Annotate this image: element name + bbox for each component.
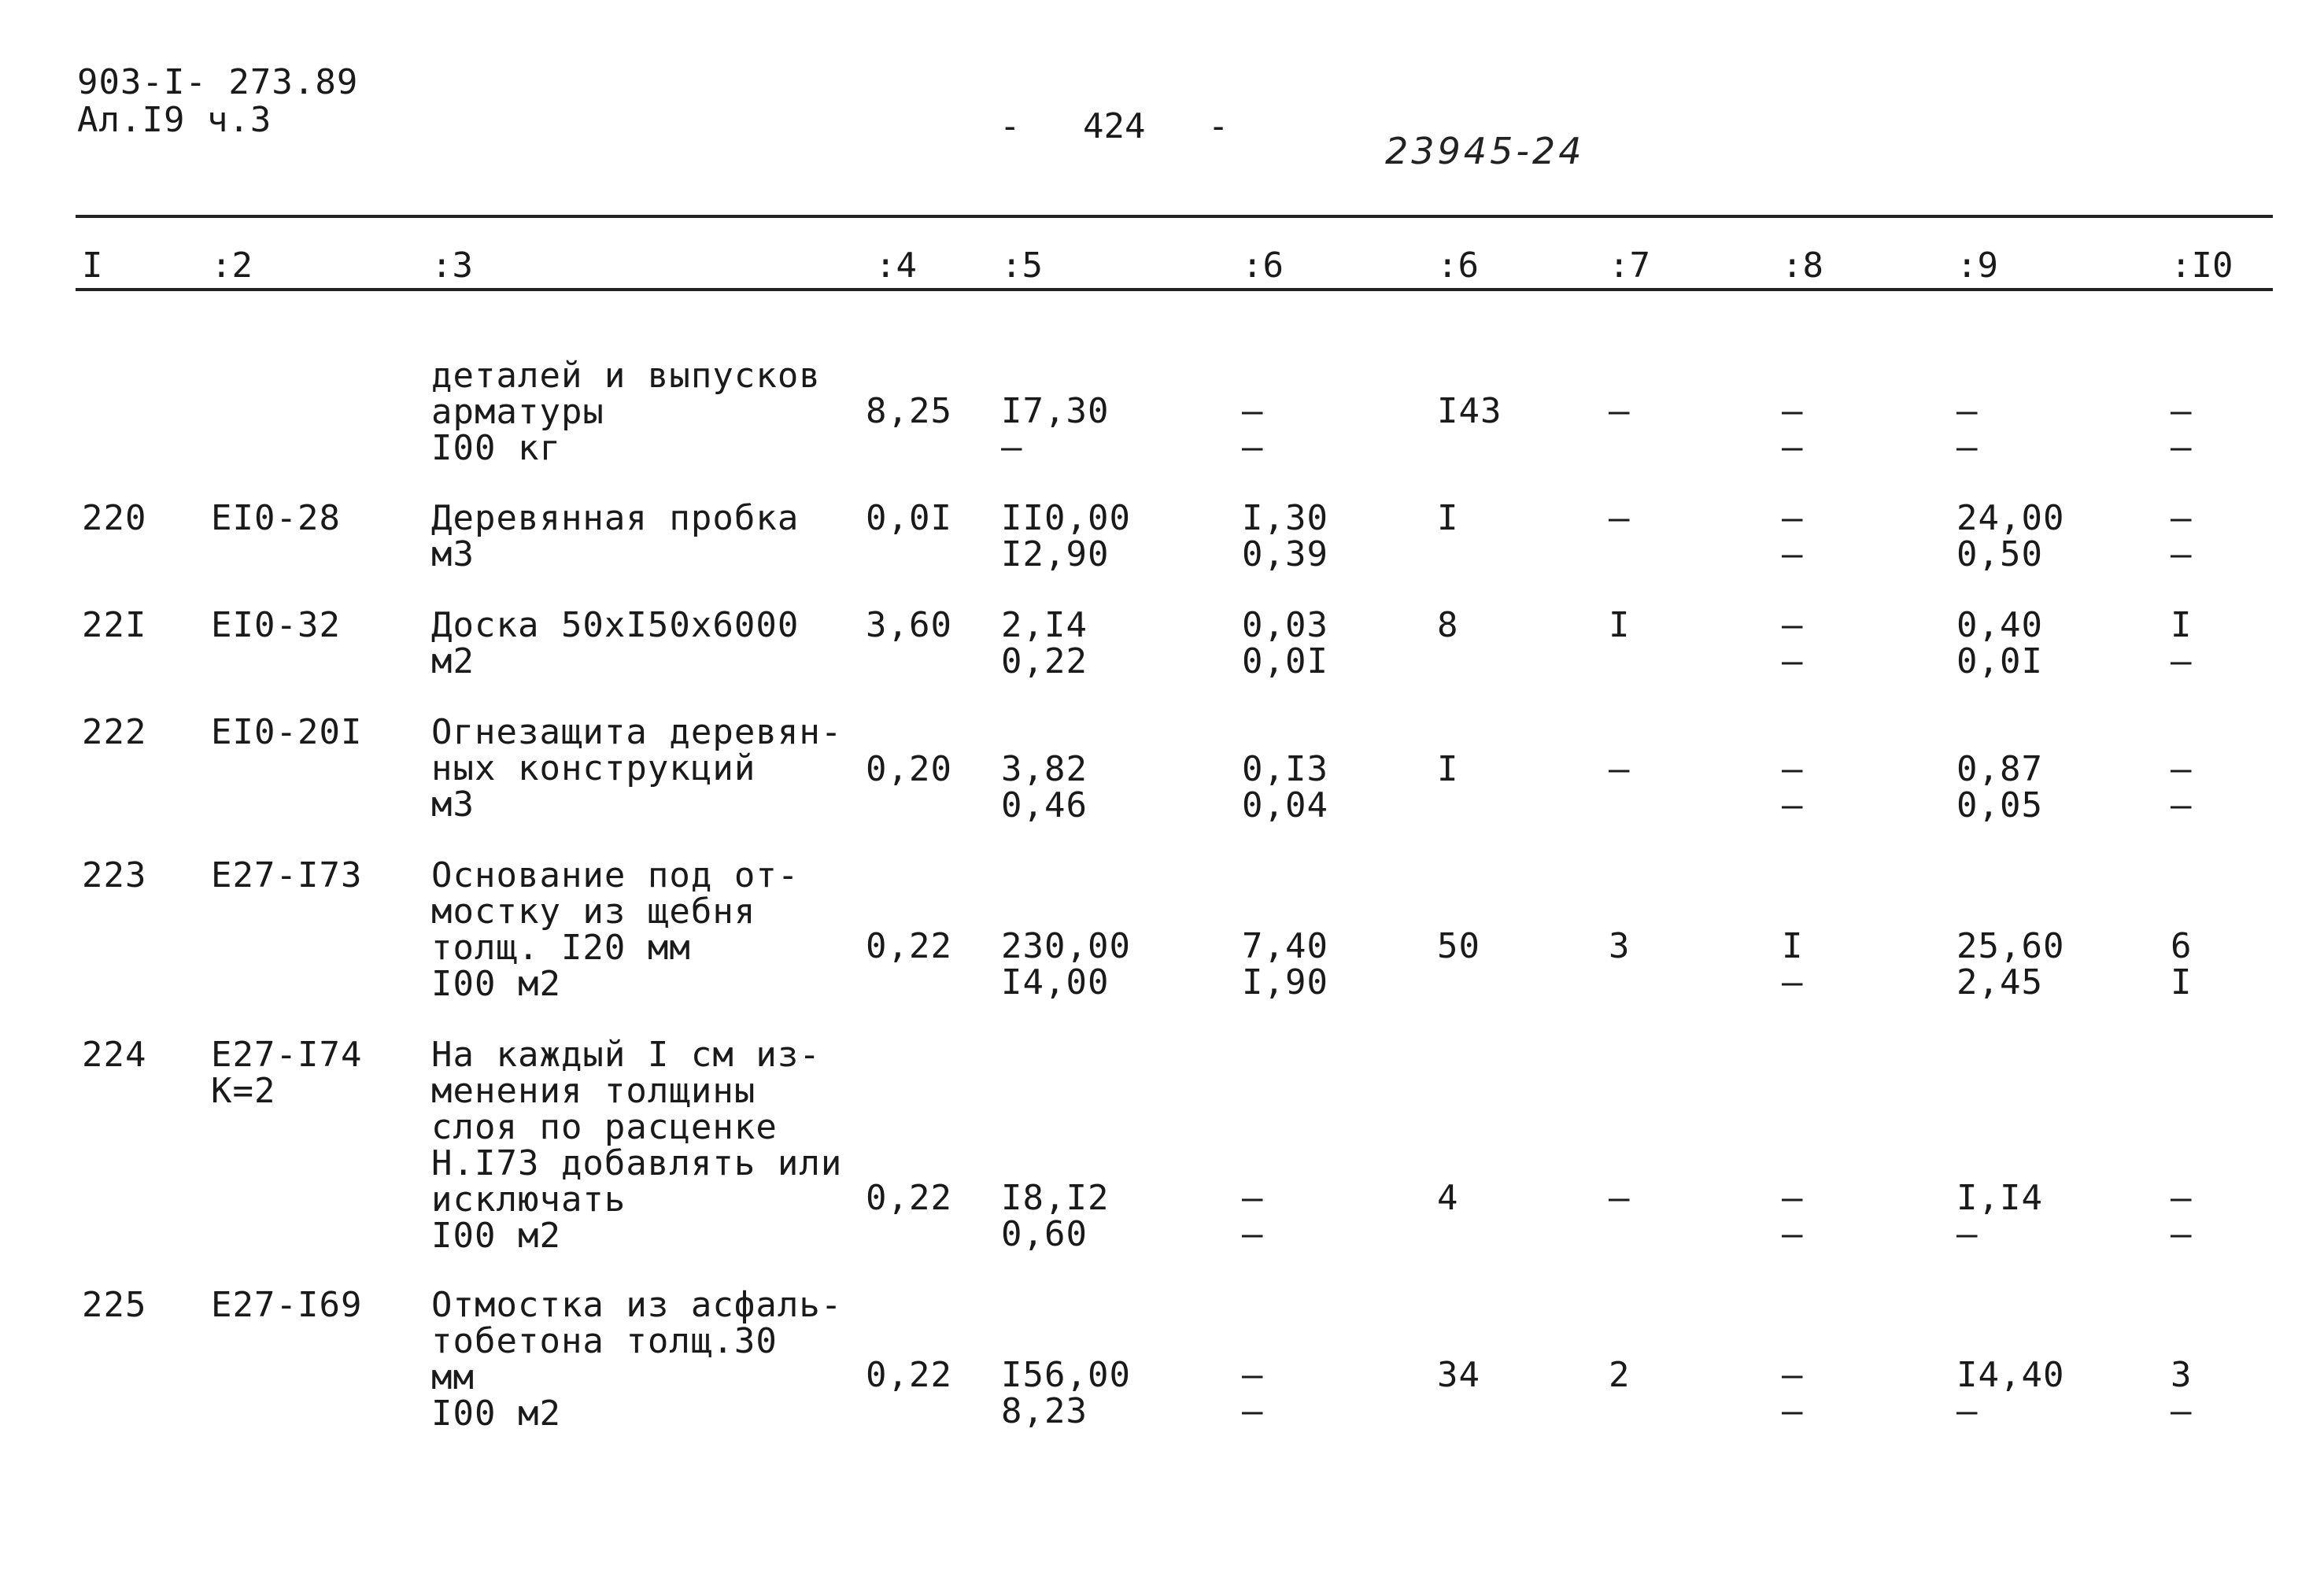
row-3-c7: – <box>1609 749 1631 789</box>
row-3-no: 222 <box>82 712 147 752</box>
col-header-4: :4 <box>875 245 917 286</box>
row-1-c6a: I,30 0,39 <box>1242 498 1328 574</box>
row-1-no: 220 <box>82 498 147 538</box>
row-5-c7: – <box>1609 1178 1631 1218</box>
row-2-c9: 0,40 0,0I <box>1956 605 2043 681</box>
row-1-name: Деревянная пробка м3 <box>431 498 800 574</box>
row-4-c4: 0,22 <box>866 926 952 966</box>
row-6-c10: 3 – <box>2171 1355 2193 1431</box>
row-0-c8: – – <box>1782 391 1804 467</box>
row-6-no: 225 <box>82 1285 147 1325</box>
row-3-c9: 0,87 0,05 <box>1956 749 2043 825</box>
row-6-c8: – – <box>1782 1355 1804 1431</box>
row-5-c6b: 4 <box>1437 1178 1459 1218</box>
col-header-2: :2 <box>211 245 253 286</box>
row-6-c9: I4,40 – <box>1956 1355 2065 1431</box>
row-2-c5: 2,I4 0,22 <box>1001 605 1088 681</box>
row-1-code: EI0-28 <box>211 498 341 538</box>
row-3-name: Огнезащита деревян- ных конструкций м3 <box>431 712 843 825</box>
row-0-c6a: – – <box>1242 391 1264 467</box>
row-5-c5: I8,I2 0,60 <box>1001 1178 1110 1254</box>
row-4-c8: I – <box>1782 926 1804 1002</box>
top-rule <box>76 215 2273 218</box>
row-4-c6b: 50 <box>1437 926 1480 966</box>
row-2-c7: I <box>1609 605 1631 645</box>
row-0-c5: I7,30 – <box>1001 391 1110 467</box>
col-header-8: :8 <box>1782 245 1823 286</box>
col-header-5: :5 <box>1001 245 1043 286</box>
row-1-c7: – <box>1609 498 1631 538</box>
row-4-code: E27-I73 <box>211 855 363 895</box>
row-1-c4: 0,0I <box>866 498 952 538</box>
row-4-no: 223 <box>82 855 147 895</box>
row-3-c4: 0,20 <box>866 749 952 789</box>
row-4-c9: 25,60 2,45 <box>1956 926 2065 1002</box>
row-6-name: Отмостка из асфаль- тобетона толщ.30 мм I00 м2 <box>431 1285 843 1434</box>
row-2-code: EI0-32 <box>211 605 341 645</box>
row-3-c5: 3,82 0,46 <box>1001 749 1088 825</box>
row-6-c7: 2 <box>1609 1355 1631 1395</box>
row-6-c6b: 34 <box>1437 1355 1480 1395</box>
row-3-c6b: I <box>1437 749 1459 789</box>
row-5-c4: 0,22 <box>866 1178 952 1218</box>
row-2-c10: I – <box>2171 605 2193 681</box>
handwritten-number: 23945-24 <box>1385 130 1585 172</box>
row-1-c9: 24,00 0,50 <box>1956 498 2065 574</box>
page-number: - 424 - <box>999 106 1229 146</box>
row-0-name: деталей и выпусков арматуры I00 кг <box>431 356 821 468</box>
row-0-c7: – <box>1609 391 1631 431</box>
col-header-10: :I0 <box>2171 245 2233 286</box>
row-4-c10: 6 I <box>2171 926 2193 1002</box>
row-3-c10: – – <box>2171 749 2193 825</box>
col-header-7: :7 <box>1609 245 1650 286</box>
row-5-c10: – – <box>2171 1178 2193 1254</box>
row-6-c6a: – – <box>1242 1355 1264 1431</box>
album-label: Ал.I9 ч.3 <box>77 100 272 140</box>
row-4-c5: 230,00 I4,00 <box>1001 926 1131 1002</box>
row-3-code: EI0-20I <box>211 712 363 752</box>
document-code: 903-I- 273.89 <box>77 62 359 102</box>
row-0-c9: – – <box>1956 391 1979 467</box>
row-0-c4: 8,25 <box>866 391 952 431</box>
row-0-c6b: I43 <box>1437 391 1502 431</box>
row-2-c6a: 0,03 0,0I <box>1242 605 1328 681</box>
row-2-c6b: 8 <box>1437 605 1459 645</box>
row-6-c4: 0,22 <box>866 1355 952 1395</box>
row-0-c10: – – <box>2171 391 2193 467</box>
row-6-code: E27-I69 <box>211 1285 363 1325</box>
row-4-name: Основание под от- мостку из щебня толщ. I20 мм I00 м2 <box>431 855 800 1004</box>
col-header-9: :9 <box>1956 245 1998 286</box>
row-3-c6a: 0,I3 0,04 <box>1242 749 1328 825</box>
row-5-code: E27-I74 К=2 <box>211 1035 363 1111</box>
row-2-c8: – – <box>1782 605 1804 681</box>
row-5-c8: – – <box>1782 1178 1804 1254</box>
row-3-c8: – – <box>1782 749 1804 825</box>
row-4-c6a: 7,40 I,90 <box>1242 926 1328 1002</box>
col-header-6a: :6 <box>1242 245 1284 286</box>
col-header-3: :3 <box>431 245 473 286</box>
row-5-c6a: – – <box>1242 1178 1264 1254</box>
row-5-c9: I,I4 – <box>1956 1178 2043 1254</box>
row-5-no: 224 <box>82 1035 147 1075</box>
header-rule <box>76 288 2273 291</box>
row-1-c5: II0,00 I2,90 <box>1001 498 1131 574</box>
row-2-c4: 3,60 <box>866 605 952 645</box>
row-5-name: На каждый I см из- менения толщины слоя по расценке Н.I73 добавлять или исключать I00 м2 <box>431 1035 843 1256</box>
row-2-no: 22I <box>82 605 147 645</box>
row-1-c8: – – <box>1782 498 1804 574</box>
row-1-c10: – – <box>2171 498 2193 574</box>
col-header-6b: :6 <box>1437 245 1479 286</box>
row-4-c7: 3 <box>1609 926 1631 966</box>
col-header-1: I <box>82 245 103 286</box>
row-6-c5: I56,00 8,23 <box>1001 1355 1131 1431</box>
row-2-name: Доска 50хI50х6000 м2 <box>431 605 800 681</box>
row-1-c6b: I <box>1437 498 1459 538</box>
